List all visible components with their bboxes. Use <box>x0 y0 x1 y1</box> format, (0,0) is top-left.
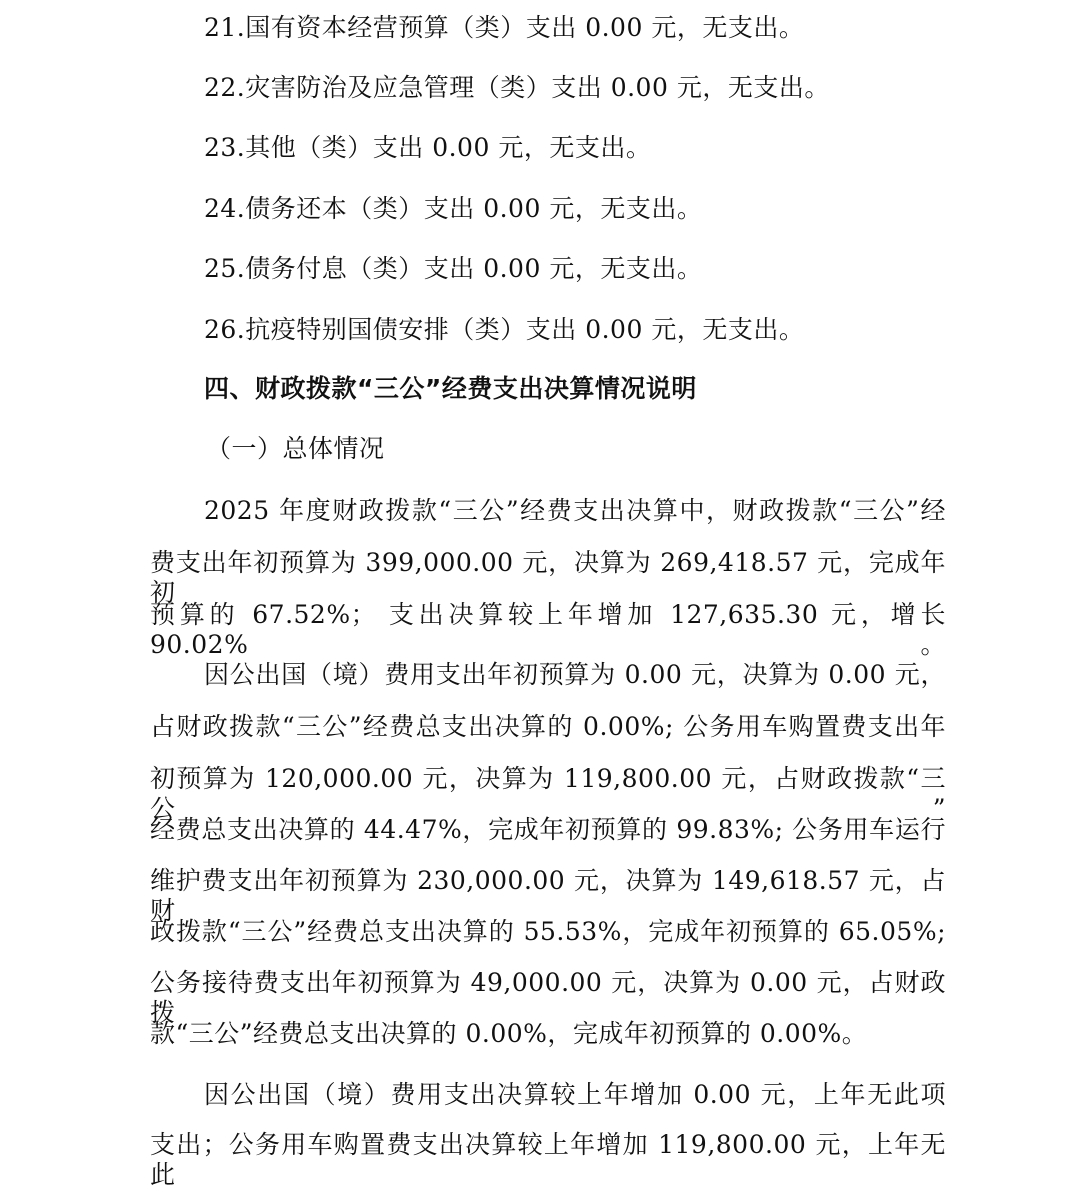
paragraph3-line-2: 支出；公务用车购置费支出决算较上年增加 119,800.00 元，上年无此 <box>150 1130 946 1189</box>
subsection-heading: （一）总体情况 <box>206 434 385 463</box>
paragraph1-line-2: 费支出年初预算为 399,000.00 元，决算为 269,418.57 元，完成年初 <box>150 548 946 607</box>
paragraph2-line-1: 因公出国（境）费用支出年初预算为 0.00 元，决算为 0.00 元， <box>204 660 946 689</box>
expense-item-24: 24.债务还本（类）支出 0.00 元，无支出。 <box>204 194 703 223</box>
paragraph1-line-3: 预算的 67.52%； 支出决算较上年增加 127,635.30 元，增长 90.02%。 <box>150 600 946 659</box>
paragraph1-line-1: 2025 年度财政拨款“三公”经费支出决算中，财政拨款“三公”经 <box>204 496 946 525</box>
paragraph2-line-7: 公务接待费支出年初预算为 49,000.00 元，决算为 0.00 元，占财政拨 <box>150 968 946 1027</box>
expense-item-23: 23.其他（类）支出 0.00 元，无支出。 <box>204 133 652 162</box>
paragraph2-line-3: 初预算为 120,000.00 元，决算为 119,800.00 元，占财政拨款“三公” <box>150 764 946 823</box>
expense-item-22: 22.灾害防治及应急管理（类）支出 0.00 元，无支出。 <box>204 73 830 102</box>
paragraph2-line-8: 款“三公”经费总支出决算的 0.00%，完成年初预算的 0.00%。 <box>150 1019 868 1048</box>
expense-item-21: 21.国有资本经营预算（类）支出 0.00 元，无支出。 <box>204 13 805 42</box>
expense-item-25: 25.债务付息（类）支出 0.00 元，无支出。 <box>204 254 703 283</box>
expense-item-26: 26.抗疫特别国债安排（类）支出 0.00 元，无支出。 <box>204 315 805 344</box>
paragraph2-line-6: 政拨款“三公”经费总支出决算的 55.53%，完成年初预算的 65.05%; <box>150 917 946 946</box>
paragraph2-line-4: 经费总支出决算的 44.47%，完成年初预算的 99.83%; 公务用车运行 <box>150 815 946 844</box>
section-heading: 四、财政拨款“三公”经费支出决算情况说明 <box>204 374 697 403</box>
paragraph3-line-1: 因公出国（境）费用支出决算较上年增加 0.00 元，上年无此项 <box>204 1080 946 1109</box>
paragraph2-line-2: 占财政拨款“三公”经费总支出决算的 0.00%; 公务用车购置费支出年 <box>150 712 946 741</box>
paragraph2-line-5: 维护费支出年初预算为 230,000.00 元，决算为 149,618.57 元，占财 <box>150 866 946 925</box>
